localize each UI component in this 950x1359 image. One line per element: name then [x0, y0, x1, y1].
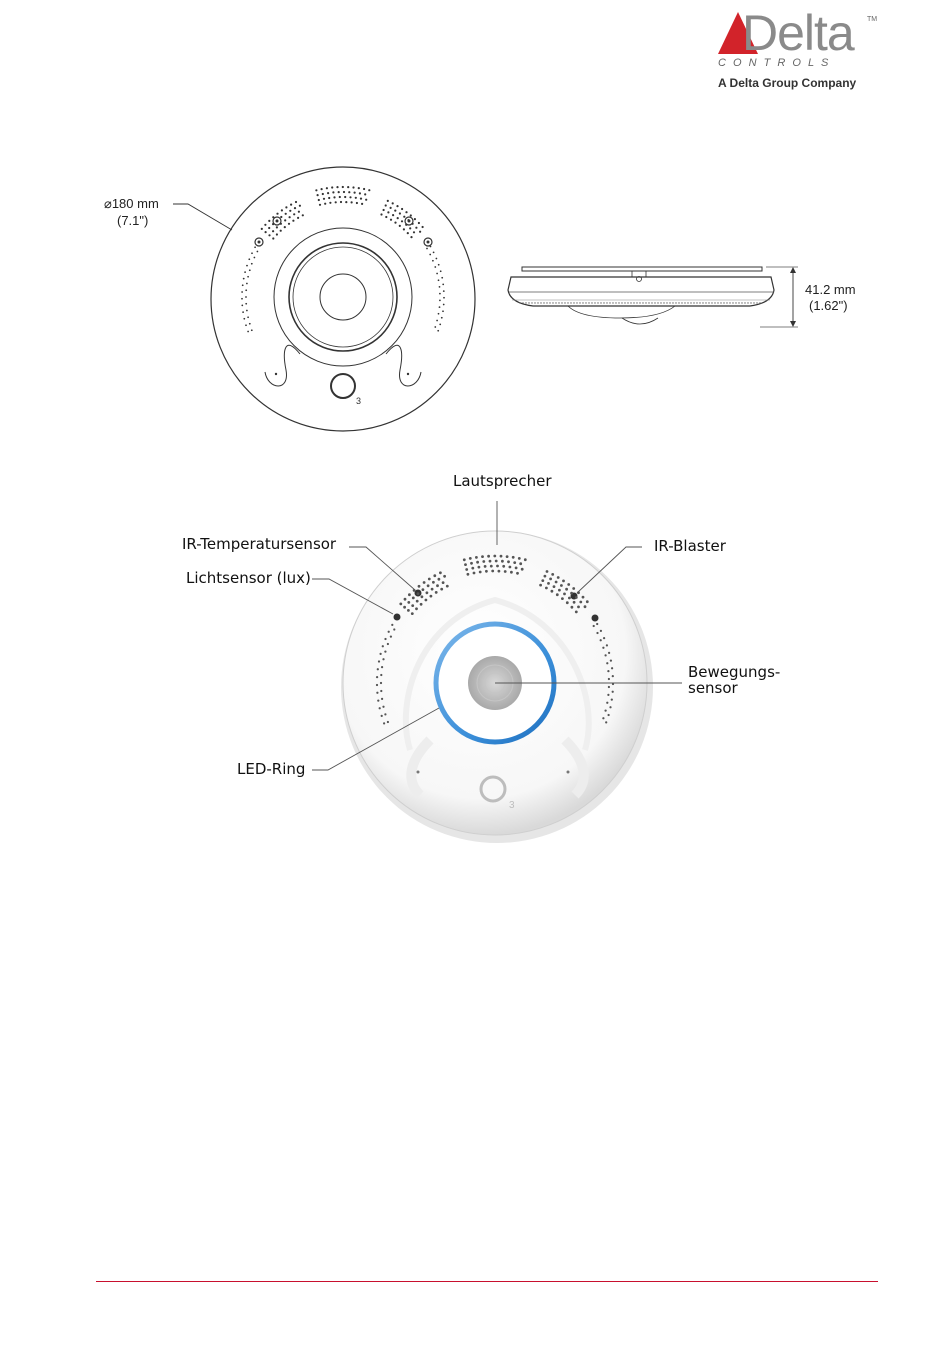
light-sensor-label: Lichtsensor (lux)	[186, 569, 311, 587]
side-body	[508, 277, 774, 306]
ir-blaster-2	[592, 615, 599, 622]
light-sensor	[394, 614, 401, 621]
diameter-in-label: (7.1")	[117, 213, 149, 228]
height-in-label: (1.62")	[809, 298, 848, 313]
motion-sensor-label-line1: Bewegungs-	[688, 663, 781, 681]
speaker-label: Lautsprecher	[453, 472, 552, 490]
diameter-mm-label: ⌀180 mm	[104, 196, 159, 211]
ir-temperature-sensor-label: IR-Temperatursensor	[182, 535, 337, 553]
o3-logo-digit: 3	[509, 800, 515, 811]
logo-trademark: TM	[867, 16, 878, 23]
footer-rule	[96, 1281, 878, 1282]
labeled-view-drawing	[0, 450, 950, 870]
logo-tagline: A Delta Group Company	[718, 76, 857, 90]
logo-wordmark: Delta	[742, 5, 854, 61]
motion-sensor-label-line2: sensor	[688, 679, 738, 697]
side-view-drawing	[0, 0, 950, 450]
logo-controls: C O N T R O L S	[718, 57, 831, 69]
o3-button-digit: 3	[356, 396, 362, 406]
led-ring-label: LED-Ring	[237, 760, 306, 778]
ir-blaster-label: IR-Blaster	[654, 537, 726, 555]
height-mm-label: 41.2 mm	[805, 282, 856, 297]
